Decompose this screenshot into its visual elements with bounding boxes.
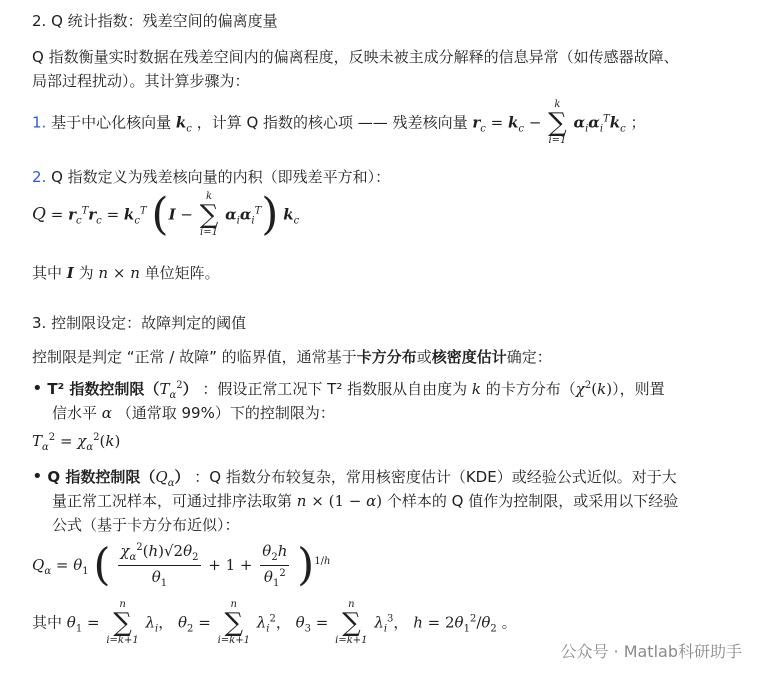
t2-title: T² 指数控制限（ (47, 380, 160, 398)
watermark: 公众号 · Matlab科研助手 (560, 642, 742, 661)
step1: 1. 基于中心化核向量 $k_c$ ，计算 Q 指数的核心项 —— 残差核向量 $r_c = k_c$ − k ∑ i=1 $\alpha_i\alpha_i^Tk_c$ ； (32, 99, 646, 146)
step2-number: 2. (32, 168, 47, 186)
section3-intro: 控制限是判定 “正常 / 故障” 的临界值，通常基于卡方分布或核密度估计确定： (32, 348, 552, 366)
t2-bullet-line2: 信水平 α （通常取 99%）下的控制限为： (52, 404, 335, 422)
q-bullet-line3: 公式（基于卡方分布近似）： (52, 516, 240, 534)
t2-limit-equation: $T_\alpha^2 = \chi_\alpha^2(k)$ (32, 432, 121, 453)
q-limit-equation: $Q_\alpha = \theta_1$ ( $\frac{\chi_\alpha^2(h)√2\theta_2}{\theta_1}$ + 1 + $\frac{\theta_2h}{\theta_1^2}$ )$^{1/h}$ (32, 539, 331, 591)
step2-text: Q 指数定义为残差核向量的内积（即残差平方和）： (51, 168, 391, 186)
section2-heading: 2. Q 统计指数：残差空间的偏离度量 (32, 12, 278, 30)
section2-intro-line1: Q 指数衡量实时数据在残差空间内的偏离程度，反映未被主成分解释的信息异常（如传感器故障、 (32, 48, 679, 66)
q-bullet-line2: 量正常工况样本，可通过排序法取第 n × (1 − α) 个样本的 Q 值作为控制限，或采用以下经验 (52, 492, 679, 510)
q-title: Q 指数控制限（ (47, 468, 156, 486)
section2-intro-line2: 局部过程扰动）。其计算步骤为： (32, 72, 250, 90)
step1-number: 1. (32, 113, 47, 132)
step1-text: 基于中心化核向量 (51, 113, 172, 132)
where2: 其中 $\theta_1$ = n ∑ i=k+1 $\lambda_i$， $\theta_2$ = n ∑ i=k+1 $\lambda_i^2$， $\theta_3$ = n ∑ i=k+1 $\lambda_i^3$， $h = 2\theta_1^2/\theta_2$ 。 (32, 599, 517, 646)
step1-text2: ，计算 Q 指数的核心项 —— 残差核向量 (196, 113, 468, 132)
q-bullet-line1: • Q 指数控制限$(Q_\alpha)$ ：Q 指数分布较复杂，常用核密度估计（KDE）或经验公式近似。对于大 (32, 466, 677, 489)
step2 (32, 166, 390, 187)
section3-heading: 3. 控制限设定：故障判定的阈值 (32, 314, 247, 332)
where1: 其中 I 为 n × n 单位矩阵。 (32, 264, 220, 282)
t2-bullet-line1: • T² 指数控制限$(T_\alpha^2)$ ：假设正常工况下 T² 指数服从自由度为 k 的卡方分布$(\chi^2(k))$，则置 (32, 378, 665, 401)
q-equation: $Q = r_c^Tr_c = k_c^T$ (I − k ∑ i=1 $\alpha_i\alpha_i^T$) $k_c$ (32, 189, 300, 240)
